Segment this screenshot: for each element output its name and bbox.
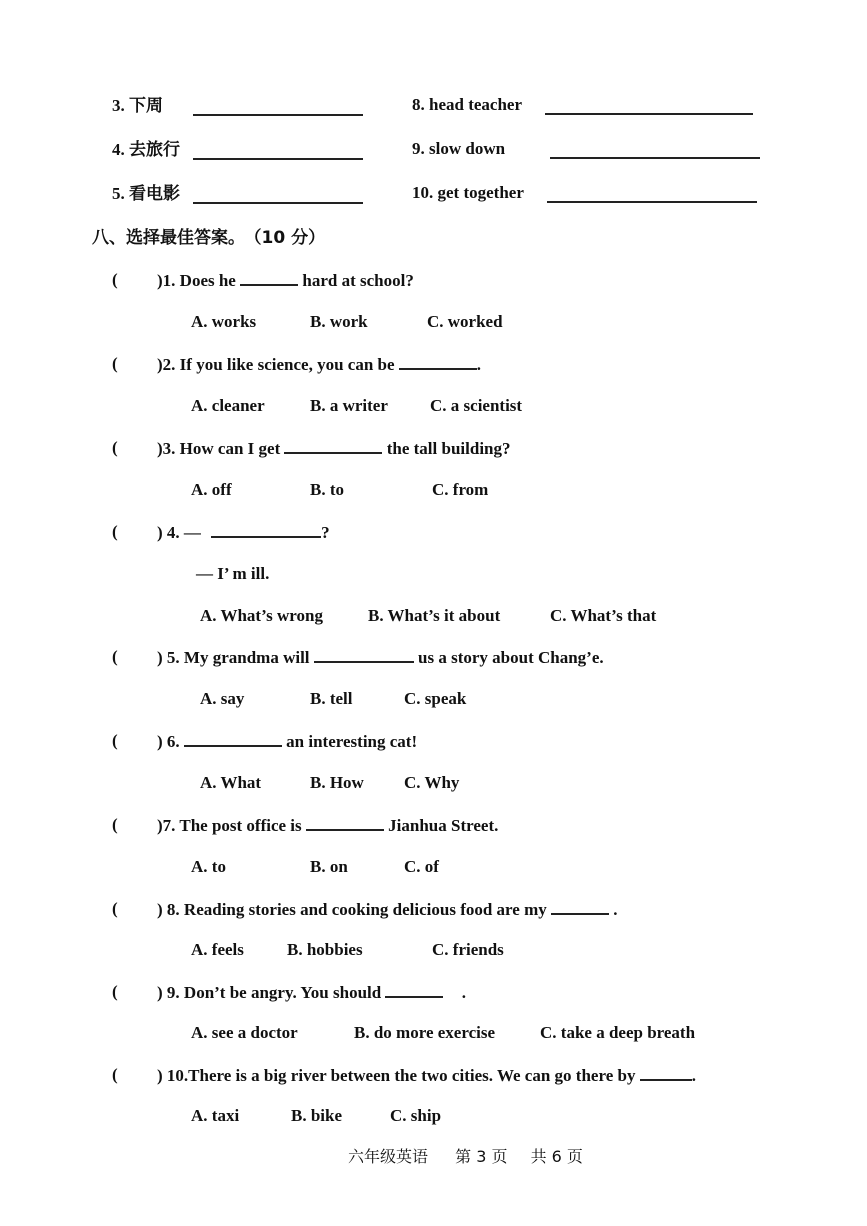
- answer-blank[interactable]: [193, 100, 363, 116]
- question-blank[interactable]: [640, 1065, 692, 1081]
- answer-paren[interactable]: (: [112, 899, 118, 918]
- vocab-number: 5.: [112, 184, 125, 203]
- question-blank[interactable]: [306, 815, 384, 831]
- question-blank[interactable]: [284, 438, 382, 454]
- option-b[interactable]: B. to: [310, 480, 344, 499]
- option-b[interactable]: B. tell: [310, 689, 353, 708]
- question-text-end: hard at school?: [302, 271, 414, 290]
- page-footer: [348, 1147, 583, 1167]
- question-7: [157, 815, 498, 836]
- question-text: ) 9. Don’t be angry. You should: [157, 983, 382, 1002]
- option-c[interactable]: C. take a deep breath: [540, 1023, 696, 1042]
- option-b[interactable]: B. How: [310, 773, 364, 792]
- footer-total: 共 6 页: [530, 1147, 583, 1166]
- answer-blank[interactable]: [545, 99, 753, 115]
- option-c[interactable]: C. worked: [427, 312, 503, 331]
- question-4: [157, 522, 330, 543]
- question-blank[interactable]: [211, 522, 321, 538]
- vocab-number: 8.: [412, 95, 425, 114]
- option-c[interactable]: C. friends: [432, 940, 504, 959]
- question-text-end: the tall building?: [386, 439, 511, 458]
- question-text-end: .: [461, 983, 466, 1002]
- option-a[interactable]: A. taxi: [191, 1106, 240, 1125]
- question-text-end: ?: [321, 523, 330, 542]
- answer-paren[interactable]: (: [112, 815, 118, 834]
- vocab-number: 10.: [412, 183, 434, 202]
- option-a[interactable]: A. off: [191, 480, 232, 499]
- vocab-number: 4.: [112, 140, 125, 159]
- option-c[interactable]: C. What’s that: [550, 606, 657, 625]
- question-text: ) 6.: [157, 732, 180, 751]
- answer-paren[interactable]: (: [112, 982, 118, 1001]
- option-a[interactable]: A. see a doctor: [191, 1023, 298, 1042]
- vocab-term: 看电影: [129, 184, 180, 204]
- vocab-item: [112, 140, 180, 160]
- question-6: [157, 731, 417, 752]
- question-text-end: Jianhua Street.: [388, 816, 499, 835]
- vocab-term: 去旅行: [129, 140, 180, 160]
- section-heading: [92, 228, 325, 248]
- vocab-term: slow down: [429, 139, 506, 158]
- option-c[interactable]: C. Why: [404, 773, 460, 792]
- question-9: [157, 982, 466, 1003]
- answer-paren[interactable]: (: [112, 1065, 118, 1084]
- question-text: ) 4. —: [157, 523, 201, 542]
- vocab-item: [412, 95, 522, 115]
- option-c[interactable]: C. a scientist: [430, 396, 523, 415]
- option-b[interactable]: B. What’s it about: [368, 606, 501, 625]
- option-b[interactable]: B. on: [310, 857, 348, 876]
- question-text: ) 8. Reading stories and cooking delicious food are my: [157, 900, 547, 919]
- footer-page: 第 3 页: [455, 1147, 508, 1166]
- vocab-item: [112, 96, 163, 116]
- option-c[interactable]: C. from: [432, 480, 489, 499]
- option-a[interactable]: A. to: [191, 857, 226, 876]
- answer-paren[interactable]: (: [112, 731, 118, 750]
- answer-blank[interactable]: [547, 187, 757, 203]
- question-blank[interactable]: [551, 899, 609, 915]
- answer-paren[interactable]: (: [112, 647, 118, 666]
- question-text: )2. If you like science, you can be: [157, 355, 395, 374]
- question-blank[interactable]: [240, 270, 298, 286]
- vocab-number: 9.: [412, 139, 425, 158]
- answer-paren[interactable]: (: [112, 354, 118, 373]
- vocab-item: [112, 184, 180, 204]
- question-text: )3. How can I get: [157, 439, 281, 458]
- dialogue-reply: — I’ m ill.: [196, 564, 270, 583]
- option-c[interactable]: C. speak: [404, 689, 467, 708]
- question-8: [157, 899, 618, 920]
- question-blank[interactable]: [399, 354, 477, 370]
- option-a[interactable]: A. What’s wrong: [200, 606, 323, 625]
- option-a[interactable]: A. cleaner: [191, 396, 265, 415]
- question-1: [157, 270, 414, 291]
- question-text-end: us a story about Chang’e.: [418, 648, 604, 667]
- option-b[interactable]: B. hobbies: [287, 940, 363, 959]
- question-text-end: .: [613, 900, 618, 919]
- question-text: )1. Does he: [157, 271, 236, 290]
- answer-paren[interactable]: (: [112, 522, 118, 541]
- option-c[interactable]: C. of: [404, 857, 439, 876]
- option-c[interactable]: C. ship: [390, 1106, 442, 1125]
- question-blank[interactable]: [184, 731, 282, 747]
- option-a[interactable]: A. feels: [191, 940, 244, 959]
- question-text-end: an interesting cat!: [286, 732, 418, 751]
- vocab-item: [412, 183, 524, 203]
- question-text-end: .: [476, 355, 482, 374]
- vocab-term: get together: [437, 183, 524, 202]
- vocab-term: 下周: [129, 96, 163, 116]
- answer-paren[interactable]: (: [112, 438, 118, 457]
- question-text: ) 10.There is a big river between the two cities. We can go there by: [157, 1066, 636, 1085]
- question-3: [157, 438, 511, 459]
- vocab-item: [412, 139, 505, 159]
- option-a[interactable]: A. works: [191, 312, 257, 331]
- question-text-end: .: [691, 1066, 696, 1085]
- answer-blank[interactable]: [193, 144, 363, 160]
- question-blank[interactable]: [314, 647, 414, 663]
- question-5: [157, 647, 604, 668]
- question-10: [157, 1065, 696, 1086]
- option-b[interactable]: B. a writer: [310, 396, 388, 415]
- question-2: [157, 354, 481, 375]
- answer-blank[interactable]: [193, 188, 363, 204]
- option-a[interactable]: A. say: [200, 689, 245, 708]
- answer-paren[interactable]: (: [112, 270, 118, 289]
- question-text: ) 5. My grandma will: [157, 648, 310, 667]
- vocab-term: head teacher: [429, 95, 523, 114]
- section-score: （10 分）: [253, 228, 326, 248]
- question-text: )7. The post office is: [157, 816, 302, 835]
- question-blank[interactable]: [385, 982, 443, 998]
- option-a[interactable]: A. What: [200, 773, 262, 792]
- answer-blank[interactable]: [550, 143, 760, 159]
- section-title: 八、选择最佳答案。: [92, 228, 245, 248]
- option-b[interactable]: B. bike: [291, 1106, 343, 1125]
- option-b[interactable]: B. do more exercise: [354, 1023, 495, 1042]
- footer-grade: 六年级英语: [348, 1147, 429, 1166]
- vocab-number: 3.: [112, 96, 125, 115]
- option-b[interactable]: B. work: [310, 312, 368, 331]
